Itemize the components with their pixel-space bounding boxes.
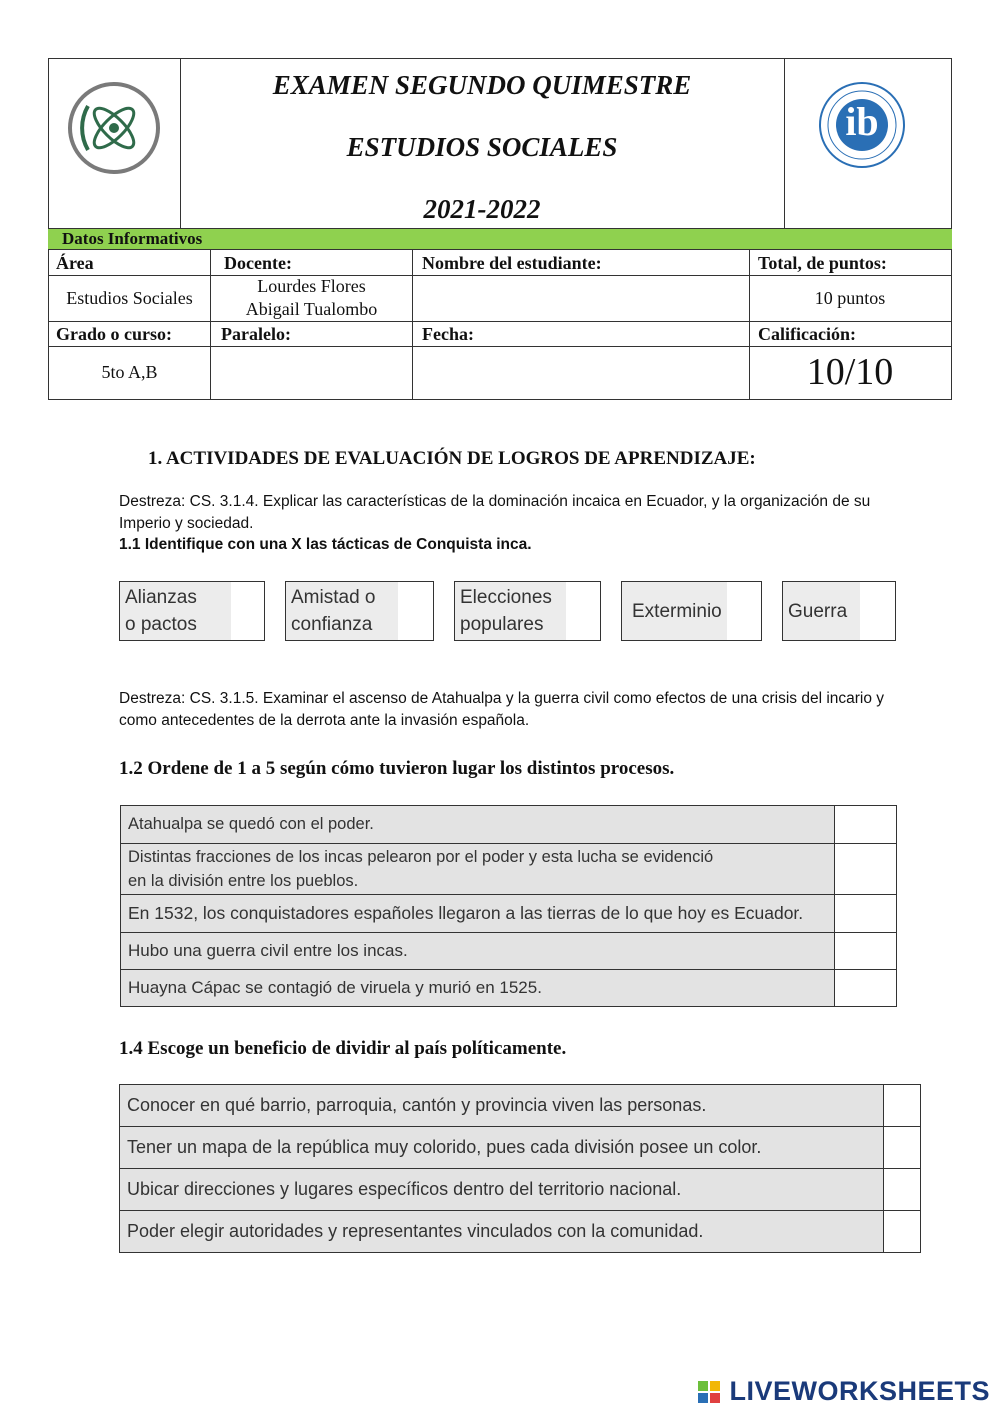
puntos-value: 10 puntos [814,288,886,308]
order-item-text: En 1532, los conquistadores españoles llegaron a las tierras de lo que hoy es Ecuador. [121,895,835,932]
puntos-label: Total, de puntos: [758,253,887,273]
exam-title: EXAMEN SEGUNDO QUIMESTRE [272,70,692,100]
tactic-checkbox[interactable] [727,582,761,640]
benefit-checkbox[interactable] [885,1127,920,1168]
tactic-checkbox[interactable] [398,582,433,640]
paralelo-label: Paralelo: [221,324,291,344]
datos-informativos-bar [48,228,952,250]
tactic-option-elecciones [454,581,601,641]
header-divider-right [784,58,785,228]
atom-icon [66,80,162,176]
docente-label: Docente: [224,253,292,273]
benefit-checkbox[interactable] [885,1211,920,1252]
question-1-4-title: 1.4 Escoge un beneficio de dividir al país políticamente. [119,1038,567,1059]
benefit-checkbox[interactable] [885,1085,920,1126]
table-row [121,844,896,895]
estudiante-label: Nombre del estudiante: [422,253,602,273]
table-row [120,1211,920,1252]
ib-logo-text: ib [845,99,879,144]
paralelo-field[interactable] [211,362,412,384]
estudiante-field[interactable] [413,288,749,310]
table-row [121,933,896,970]
docente-value-1: Lourdes Flores [257,276,366,296]
datos-informativos-label: Datos Informativos [62,229,203,248]
benefit-item-text: Tener un mapa de la república muy colorido, pues cada división posee un color. [120,1127,884,1168]
benefits-table [119,1084,921,1253]
destreza-2: Destreza: CS. 3.1.5. Examinar el ascenso de Atahualpa y la guerra civil como efectos de una crisis del incario y como antecedentes de la derrota ante la invasión española. [119,690,885,729]
tactic-option-amistad [285,581,434,641]
table-row [121,970,896,1006]
section-title: 1. ACTIVIDADES DE EVALUACIÓN DE LOGROS DE APRENDIZAJE: [148,448,756,469]
order-item-text: Huayna Cápac se contagió de viruela y murió en 1525. [121,970,835,1006]
school-logo [66,80,162,176]
grid-line [48,275,952,276]
tactic-label: Amistad o [291,587,376,608]
destreza-1: Destreza: CS. 3.1.4. Explicar las características de la dominación incaica en Ecuador, y la organización de su Imperio y sociedad. [119,493,871,532]
order-item-text: en la división entre los pueblos. [128,872,359,890]
order-number-field[interactable] [836,970,896,1006]
tactic-label: o pactos [125,614,197,635]
liveworksheets-logo-icon [698,1381,720,1403]
tactic-label: Exterminio [632,600,722,622]
calificacion-value: 10/10 [806,351,894,393]
benefit-item-text: Ubicar direcciones y lugares específicos dentro del territorio nacional. [120,1169,884,1210]
tactic-label: populares [460,614,544,635]
table-row [120,1085,920,1127]
order-table [120,805,897,1007]
area-label: Área [56,253,94,273]
calificacion-label: Calificación: [758,324,856,344]
table-row [121,806,896,844]
ib-logo [812,80,912,170]
tactic-option-guerra [782,581,896,641]
docente-value-2: Abigail Tualombo [245,299,378,319]
question-1-1-title: 1.1 Identifique con una X las tácticas de Conquista inca. [119,536,532,553]
tactic-checkbox[interactable] [860,582,895,640]
table-row [120,1127,920,1169]
order-item-text: Atahualpa se quedó con el poder. [121,806,835,843]
order-number-field[interactable] [836,895,896,932]
grid-line [48,346,952,347]
grado-value: 5to A,B [101,362,158,382]
tactic-checkbox[interactable] [566,582,600,640]
subject-title: ESTUDIOS SOCIALES [346,132,618,162]
order-number-field[interactable] [836,844,896,894]
fecha-field[interactable] [413,362,749,384]
tactic-option-exterminio [621,581,762,641]
table-row [121,895,896,933]
grid-line [48,321,952,322]
tactic-option-alianzas [119,581,265,641]
tactic-label: Elecciones [460,587,552,608]
liveworksheets-brand[interactable]: LIVEWORKSHEETS [729,1376,990,1406]
order-number-field[interactable] [836,806,896,843]
order-item-text: Hubo una guerra civil entre los incas. [121,933,835,969]
tactic-label: confianza [291,614,373,635]
school-year: 2021-2022 [423,194,541,224]
order-item-text: Distintas fracciones de los incas pelearon por el poder y esta lucha se evidenció [128,848,714,866]
tactic-label: Alianzas [125,587,197,608]
area-value: Estudios Sociales [66,288,193,308]
tactic-checkbox[interactable] [231,582,264,640]
benefit-item-text: Conocer en qué barrio, parroquia, cantón y provincia viven las personas. [120,1085,884,1126]
grado-label: Grado o curso: [56,324,172,344]
table-row [120,1169,920,1211]
question-1-2-title: 1.2 Ordene de 1 a 5 según cómo tuvieron lugar los distintos procesos. [119,758,675,779]
benefit-item-text: Poder elegir autoridades y representantes vinculados con la comunidad. [120,1211,884,1252]
benefit-checkbox[interactable] [885,1169,920,1210]
fecha-label: Fecha: [422,324,474,344]
tactic-label: Guerra [788,600,848,622]
order-number-field[interactable] [836,933,896,969]
